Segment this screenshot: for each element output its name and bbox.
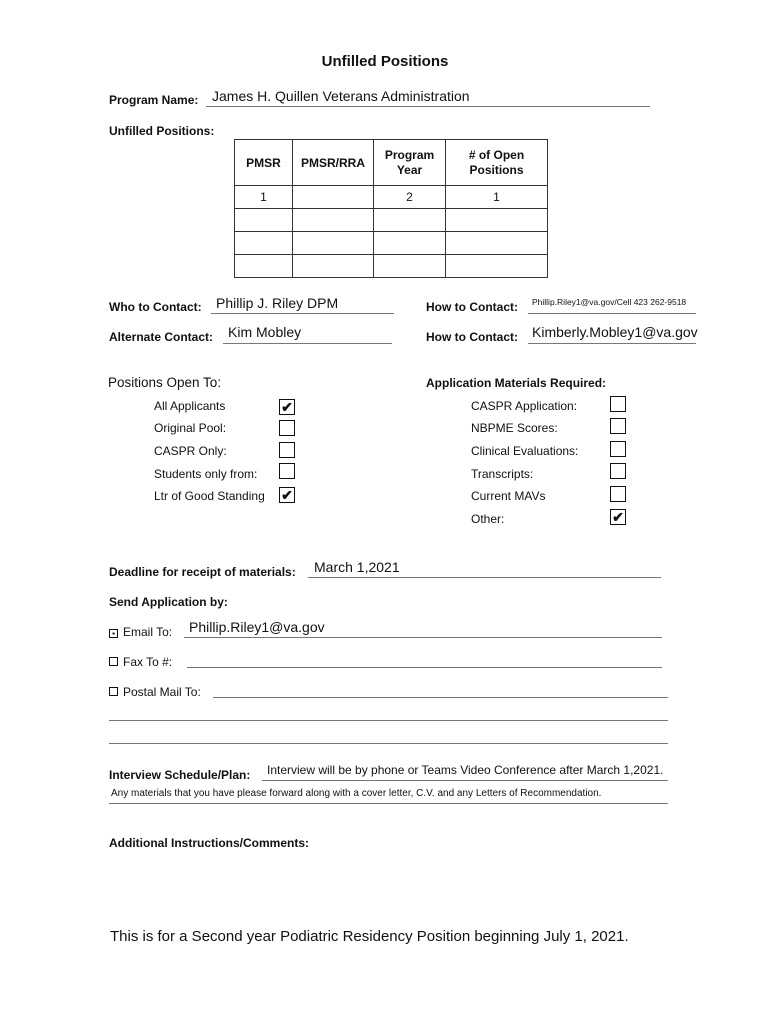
material-other-label: Other:	[471, 512, 505, 526]
interview-value[interactable]: Interview will be by phone or Teams Video Conference after March 1,2021.	[267, 763, 664, 777]
interview-label: Interview Schedule/Plan:	[109, 768, 251, 782]
program-name-label: Program Name:	[109, 93, 199, 107]
email-label: Email To:	[123, 625, 173, 639]
checkbox-students-only[interactable]	[279, 463, 295, 479]
checkbox-original-pool[interactable]	[279, 420, 295, 436]
material-clinical-label: Clinical Evaluations:	[471, 444, 579, 458]
table-cell[interactable]: 1	[446, 186, 548, 209]
fax-label: Fax To #:	[123, 655, 173, 669]
email-value[interactable]: Phillip.Riley1@va.gov	[189, 619, 325, 635]
postal-option[interactable]	[109, 685, 201, 699]
table-cell[interactable]	[446, 232, 548, 255]
postal-label: Postal Mail To:	[123, 685, 201, 699]
table-cell[interactable]	[293, 232, 374, 255]
fax-line	[187, 667, 662, 668]
fax-checkbox[interactable]	[109, 657, 118, 666]
deadline-line	[308, 577, 661, 578]
material-nbpme-label: NBPME Scores:	[471, 421, 558, 435]
checkbox-transcripts[interactable]	[610, 463, 626, 479]
who-to-contact-value[interactable]: Phillip J. Riley DPM	[216, 295, 339, 311]
table-cell[interactable]	[293, 255, 374, 278]
checkbox-caspr-only[interactable]	[279, 442, 295, 458]
postal-line-3	[109, 743, 668, 744]
how-to-contact-value-1[interactable]: Phillip.Riley1@va.gov/Cell 423 262-9518	[532, 297, 687, 307]
option-all-applicants-label: All Applicants	[154, 399, 226, 413]
material-caspr-label: CASPR Application:	[471, 399, 578, 413]
postal-line-1	[213, 697, 668, 698]
table-cell[interactable]	[293, 186, 374, 209]
interview-note-line	[109, 803, 668, 804]
checkbox-good-standing[interactable]: ✔	[279, 487, 295, 503]
table-cell[interactable]	[293, 209, 374, 232]
send-application-heading: Send Application by:	[109, 595, 228, 609]
how-to-contact-label-2: How to Contact:	[426, 330, 518, 344]
page-title: Unfilled Positions	[321, 53, 449, 70]
table-cell[interactable]	[235, 209, 293, 232]
table-cell[interactable]	[446, 255, 548, 278]
positions-open-heading: Positions Open To:	[108, 375, 222, 390]
option-caspr-only-label: CASPR Only:	[154, 444, 227, 458]
table-row	[235, 186, 548, 209]
positions-table	[234, 139, 548, 278]
alternate-contact-line	[223, 343, 392, 344]
col-header-pmsr-rra: PMSR/RRA	[293, 140, 374, 186]
option-original-pool-label: Original Pool:	[154, 421, 227, 435]
col-header-program-year: Program Year	[374, 140, 446, 186]
footer-note: This is for a Second year Podiatric Residency Position beginning July 1, 2021.	[110, 928, 629, 945]
checkbox-all-applicants[interactable]: ✔	[279, 399, 295, 415]
table-cell[interactable]	[374, 209, 446, 232]
alternate-contact-value[interactable]: Kim Mobley	[228, 324, 302, 340]
col-header-pmsr: PMSR	[235, 140, 293, 186]
table-cell[interactable]	[235, 255, 293, 278]
material-mavs-label: Current MAVs	[471, 489, 546, 503]
postal-line-2	[109, 720, 668, 721]
table-cell[interactable]	[235, 232, 293, 255]
checkbox-nbpme-scores[interactable]	[610, 418, 626, 434]
table-cell[interactable]	[374, 255, 446, 278]
how-to-contact-line-2	[528, 343, 696, 344]
email-line	[184, 637, 662, 638]
option-students-only-label: Students only from:	[154, 467, 258, 481]
fax-option[interactable]	[109, 655, 172, 669]
option-good-standing-label: Ltr of Good Standing	[154, 489, 265, 503]
checkbox-current-mavs[interactable]	[610, 486, 626, 502]
materials-heading: Application Materials Required:	[426, 376, 607, 390]
table-row	[235, 209, 548, 232]
email-checkbox[interactable]: ▪	[109, 629, 118, 638]
table-row	[235, 255, 548, 278]
deadline-label: Deadline for receipt of materials:	[109, 565, 296, 579]
material-transcripts-label: Transcripts:	[471, 467, 534, 481]
table-cell[interactable]	[446, 209, 548, 232]
program-name-value[interactable]: James H. Quillen Veterans Administration	[212, 88, 470, 104]
checkbox-other[interactable]: ✔	[610, 509, 626, 525]
table-row	[235, 232, 548, 255]
how-to-contact-value-2[interactable]: Kimberly.Mobley1@va.gov	[532, 324, 698, 340]
alternate-contact-label: Alternate Contact:	[109, 330, 214, 344]
program-name-line	[206, 106, 650, 107]
who-to-contact-line	[211, 313, 394, 314]
how-to-contact-label-1: How to Contact:	[426, 300, 518, 314]
interview-line	[262, 780, 668, 781]
email-option[interactable]	[109, 625, 172, 639]
additional-instructions-label: Additional Instructions/Comments:	[109, 836, 310, 850]
table-header-row	[235, 140, 548, 186]
checkbox-caspr-application[interactable]	[610, 396, 626, 412]
deadline-value[interactable]: March 1,2021	[314, 559, 400, 575]
unfilled-positions-label: Unfilled Positions:	[109, 124, 215, 138]
who-to-contact-label: Who to Contact:	[109, 300, 202, 314]
how-to-contact-line-1	[528, 313, 696, 314]
table-cell[interactable]	[374, 232, 446, 255]
table-cell[interactable]: 2	[374, 186, 446, 209]
col-header-open-positions: # of Open Positions	[446, 140, 548, 186]
interview-note: Any materials that you have please forward along with a cover letter, C.V. and any Letters of Recommendation.	[111, 788, 602, 799]
postal-checkbox[interactable]	[109, 687, 118, 696]
checkbox-clinical-evaluations[interactable]	[610, 441, 626, 457]
table-cell[interactable]: 1	[235, 186, 293, 209]
